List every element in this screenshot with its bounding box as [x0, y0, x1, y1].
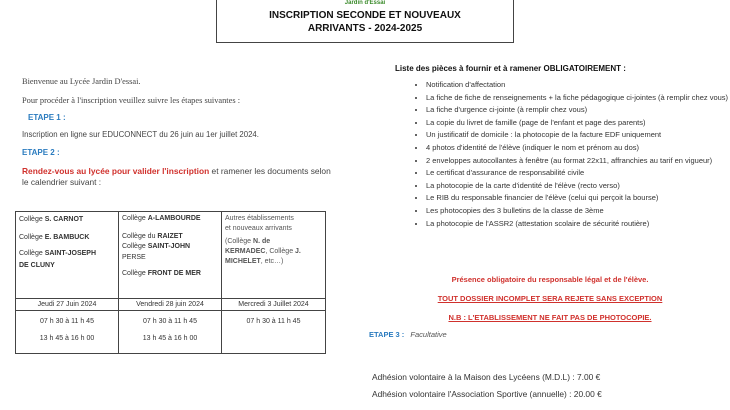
hours-am: 07 h 30 à 11 h 45	[143, 318, 197, 325]
other-schools-line: MICHELET, etc…)	[225, 258, 284, 265]
table-row	[16, 311, 326, 354]
fee-sport: Adhésion volontaire l'Association Sportive (annuelle) : 20.00 €	[372, 389, 602, 399]
school-entry: Collège SAINT-JOHN PERSE	[122, 243, 191, 261]
list-item: • La photocopie de l'ASSR2 (attestation scolaire de sécurité routière)	[426, 219, 730, 229]
school-entry: Collège E. BAMBUCK	[19, 234, 90, 241]
schedule-table	[15, 211, 326, 354]
date-cell: Jeudi 27 Juin 2024	[16, 299, 119, 311]
step2-red-text: Rendez-vous au lycée pour valider l'inscription	[22, 166, 210, 176]
list-item: • 2 enveloppes autocollantes à fenêtre (au format 22x11, affranchies au tarif en vigueur)	[426, 156, 730, 166]
hours-pm: 13 h 45 à 16 h 00	[39, 335, 95, 342]
other-schools-line: Autres établissements	[225, 215, 294, 222]
school-entry: Collège FRONT DE MER	[122, 270, 201, 277]
date-cell: Vendredi 28 juin 2024	[119, 299, 222, 311]
documents-list	[414, 80, 730, 231]
school-entry: Collège SAINT-JOSEPH DE CLUNY	[19, 250, 97, 269]
document-title	[217, 9, 513, 35]
intro-text: Pour procéder à l'inscription veuillez suivre les étapes suivantes :	[22, 96, 241, 105]
step2-rest-1: et ramener les documents selon	[209, 166, 331, 176]
hours-pm: 13 h 45 à 16 h 00	[142, 335, 198, 342]
step2-rest-2: le calendrier suivant :	[22, 177, 102, 187]
step3-label: ETAPE 3 :	[369, 330, 405, 339]
table-row	[16, 299, 326, 311]
list-item: • Un justificatif de domicile : la photocopie de la facture EDF uniquement	[426, 130, 730, 140]
incomplete-warning: TOUT DOSSIER INCOMPLET SERA REJETE SANS EXCEPTION	[437, 294, 663, 303]
list-item: • La fiche de fiche de renseignements + la fiche pédagogique ci-jointes (à remplir chez vous)	[426, 93, 730, 103]
welcome-text: Bienvenue au Lycée Jardin D'essai.	[22, 77, 141, 86]
step1-label: ETAPE 1 :	[28, 113, 66, 122]
step2-text	[22, 166, 342, 188]
school-brand: Jardin d'Essai	[344, 0, 386, 6]
step2-label: ETAPE 2 :	[22, 148, 60, 157]
title-line-2: ARRIVANTS - 2024-2025	[307, 23, 423, 34]
list-item: • Les photocopies des 3 bulletins de la classe de 3ème	[426, 206, 730, 216]
header-box	[216, 0, 514, 43]
col1-schools	[16, 212, 119, 299]
other-schools-line: et nouveaux arrivants	[225, 225, 292, 232]
other-schools-line: (Collège N. de	[225, 238, 271, 245]
list-item: • 4 photos d'identité de l'élève (indiquer le nom et prénom au dos)	[426, 143, 730, 153]
fee-mdl: Adhésion volontaire à la Maison des Lycéens (M.D.L) : 7.00 €	[372, 372, 601, 382]
presence-notice: Présence obligatoire du responsable légal et de l'élève.	[451, 275, 649, 284]
school-entry: Collège du RAIZET	[122, 232, 183, 240]
title-line-1: INSCRIPTION SECONDE ET NOUVEAUX	[269, 10, 461, 21]
date-cell: Mercredi 3 Juillet 2024	[222, 299, 326, 311]
table-row	[16, 212, 326, 299]
list-item: • La photocopie de la carte d'identité de l'élève (recto verso)	[426, 181, 730, 191]
step3-text: Facultative	[410, 330, 447, 339]
other-schools-line: KERMADEC, Collège J.	[225, 248, 301, 255]
school-entry: Collège A-LAMBOURDE	[122, 215, 201, 222]
list-item: • La fiche d'urgence ci-jointe (à remplir chez vous)	[426, 105, 730, 115]
step3-line	[369, 330, 447, 339]
documents-list-title: Liste des pièces à fournir et à ramener OBLIGATOIREMENT :	[395, 64, 626, 73]
col3-schools	[222, 212, 326, 299]
school-entry: Collège S. CARNOT	[19, 216, 84, 223]
col2-schools	[119, 212, 222, 299]
hours-cell	[222, 311, 326, 354]
list-item: • Notification d'affectation	[426, 80, 730, 90]
list-item: • La copie du livret de famille (page de l'enfant et page des parents)	[426, 118, 730, 128]
hours-am: 07 h 30 à 11 h 45	[40, 318, 94, 325]
list-item: • Le RIB du responsable financier de l'élève (celui qui perçoit la bourse)	[426, 193, 730, 203]
hours-cell	[16, 311, 119, 354]
nb-notice: N.B : L'ETABLISSEMENT NE FAIT PAS DE PHOTOCOPIE.	[448, 313, 652, 322]
step1-text: Inscription en ligne sur EDUCONNECT du 26 juin au 1er juillet 2024.	[22, 130, 259, 139]
list-item: • Le certificat d'assurance de responsabilité civile	[426, 168, 730, 178]
hours-am: 07 h 30 à 11 h 45	[246, 318, 301, 325]
hours-cell	[119, 311, 222, 354]
